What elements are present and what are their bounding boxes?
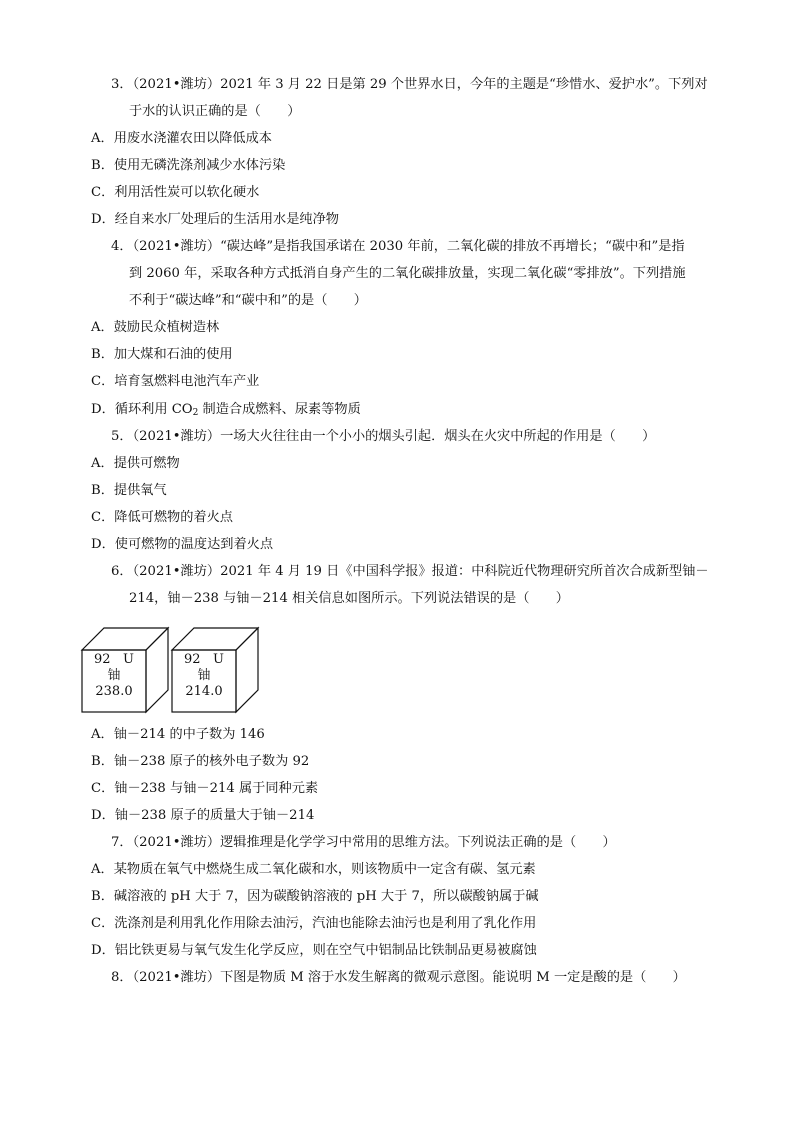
question-6-option-c: C．铀－238 与铀－214 属于同种元素 [91, 781, 319, 796]
question-6-option-a: A．铀－214 的中子数为 146 [91, 727, 265, 742]
element-name: 铀 [107, 668, 121, 683]
question-3-option-a: A．用废水浇灌农田以降低成本 [91, 131, 272, 146]
element-symbol: U [122, 652, 134, 667]
relative-atomic-mass: 214.0 [185, 684, 223, 699]
question-4-option-b: B．加大煤和石油的使用 [91, 347, 233, 362]
question-3-option-b: B．使用无磷洗涤剂减少水体污染 [91, 158, 286, 173]
question-3-stem-line-2: 于水的认识正确的是（ ） [129, 104, 301, 119]
question-4-option-d-text-end: 制造合成燃料、尿素等物质 [198, 402, 361, 417]
question-5-option-b: B．提供氧气 [91, 483, 167, 498]
question-7-option-c: C．洗涤剂是利用乳化作用除去油污，汽油也能除去油污也是利用了乳化作用 [91, 916, 537, 931]
question-4-stem-line-1: 4．（2021•潍坊）“碳达峰”是指我国承诺在 2030 年前，二氧化碳的排放不再增长；“碳中和”是指 [111, 239, 685, 254]
co2-subscript: 2 [192, 408, 199, 418]
question-4-stem-line-2: 到 2060 年，采取各种方式抵消自身产生的二氧化碳排放量，实现二氧化碳“零排放”。下列措施 [129, 266, 686, 281]
question-3-option-d: D．经自来水厂处理后的生活用水是纯净物 [91, 212, 339, 227]
element-info [82, 652, 146, 700]
element-symbol: U [212, 652, 224, 667]
element-cube-uranium-214 [170, 626, 262, 714]
question-7-stem: 7．（2021•潍坊）逻辑推理是化学学习中常用的思维方法。下列说法正确的是（ ） [111, 835, 616, 850]
element-cube-uranium-238 [80, 626, 172, 714]
relative-atomic-mass: 238.0 [95, 684, 133, 699]
question-7-option-b: B．碱溶液的 pH 大于 7，因为碳酸钠溶液的 pH 大于 7，所以碳酸钠属于碱 [91, 889, 539, 904]
atomic-number: 92 [94, 652, 111, 667]
atomic-number: 92 [184, 652, 201, 667]
question-6-stem-line-2: 214，铀－238 与铀－214 相关信息如图所示。下列说法错误的是（ ） [129, 591, 569, 606]
question-4-option-d-text: D．循环利用 CO [91, 402, 193, 417]
element-info [172, 652, 236, 700]
question-4-option-d [91, 401, 361, 419]
element-name: 铀 [197, 668, 211, 683]
atomic-number-symbol-row [172, 652, 236, 668]
question-5-option-a: A．提供可燃物 [91, 456, 180, 471]
question-4-option-a: A．鼓励民众植树造林 [91, 320, 220, 335]
question-5-option-c: C．降低可燃物的着火点 [91, 510, 233, 525]
question-6-option-b: B．铀－238 原子的核外电子数为 92 [91, 754, 310, 769]
question-5-option-d: D．使可燃物的温度达到着火点 [91, 537, 274, 552]
question-6-option-d: D．铀－238 原子的质量大于铀－214 [91, 808, 315, 823]
question-6-stem-line-1: 6．（2021•潍坊）2021 年 4 月 19 日《中国科学报》报道：中科院近代物理研究所首次合成新型铀－ [111, 564, 709, 579]
question-3-stem-line-1: 3．（2021•潍坊）2021 年 3 月 22 日是第 29 个世界水日，今年的主题是“珍惜水、爱护水”。下列对 [111, 77, 708, 92]
question-7-option-a: A．某物质在氧气中燃烧生成二氧化碳和水，则该物质中一定含有碳、氢元素 [91, 862, 536, 877]
atomic-number-symbol-row [82, 652, 146, 668]
question-4-option-c: C．培育氢燃料电池汽车产业 [91, 374, 260, 389]
question-8-stem: 8．（2021•潍坊）下图是物质 M 溶于水发生解离的微观示意图。能说明 M 一定是酸的是（ ） [111, 970, 686, 985]
question-3-option-c: C．利用活性炭可以软化硬水 [91, 185, 260, 200]
question-5-stem: 5．（2021•潍坊）一场大火往往由一个小小的烟头引起．烟头在火灾中所起的作用是（ ） [111, 429, 656, 444]
question-4-stem-line-3: 不利于“碳达峰”和“碳中和”的是（ ） [129, 293, 367, 308]
question-7-option-d: D．铝比铁更易与氧气发生化学反应，则在空气中铝制品比铁制品更易被腐蚀 [91, 943, 537, 958]
